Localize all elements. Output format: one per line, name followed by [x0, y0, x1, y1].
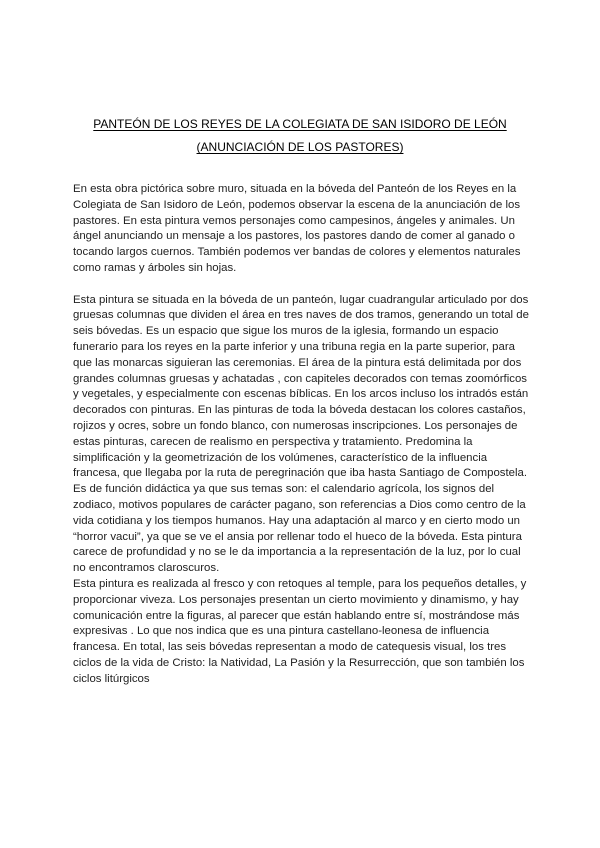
paragraph-1: En esta obra pictórica sobre muro, situada en la bóveda del Panteón de los Reyes en la Colegiata de San Isidoro de León, podemos observar la escena de la anunciación de los pastores. En esta pintura vemos personajes como campesinos, ángeles y animales. Un ángel anunciando un mensaje a los pastores, los pastores dando de comer al ganado o tocando largos cuernos. También podemos ver bandas de colores y elementos naturales como ramas y árboles sin hojas. — [73, 183, 521, 274]
paragraph-3: Esta pintura es realizada al fresco y con retoques al temple, para los pequeños detalles, y proporcionar viveza. Los personajes presentan un cierto movimiento y dinamismo, y hay comunicación entre la figuras, al parecer que están hablando entre sí, mostrándose más expresivas . Lo que nos indica que es una pintura castellano-leonesa de influencia francesa. En total, las seis bóvedas representan a modo de catequesis visual, los tres ciclos de la vida de Cristo: la Natividad, La Pasión y la Resurrección, que son también los ciclos litúrgicos — [73, 577, 527, 685]
document-body — [73, 182, 529, 688]
document-title: PANTEÓN DE LOS REYES DE LA COLEGIATA DE SAN ISIDORO DE LEÓN (ANUNCIACIÓN DE LOS PASTORES) — [93, 117, 507, 154]
paragraph-spacer — [73, 277, 529, 293]
paragraph-2: Esta pintura se situada en la bóveda de un panteón, lugar cuadrangular articulado por dos gruesas columnas que dividen el área en tres naves de dos tramos, generando un total de seis bóvedas. Es un espacio que sigue los muros de la iglesia, formando un espacio funerario para los reyes en la parte inferior y una tribuna regia en la parte superior, para que las monarcas siguieran las ceremonias. El área de la pintura está delimitada por dos grandes columnas gruesas y achatadas , con capiteles decorados con temas zoomórficos y vegetales, y especialmente con escenas bíblicas. En los arcos incluso los intradós están decorados con pinturas. En las pinturas de toda la bóveda destacan los colores castaños, rojizos y ocres, sobre un fondo blanco, con numerosas inscripciones. Los personajes de estas pinturas, carecen de realismo en perspectiva y tratamiento. Predomina la simplificación y la geometrización de los volúmenes, característico de la influencia francesa, que llegaba por la ruta de peregrinación que iba hasta Santiago de Compostela. Es de función didáctica ya que sus temas son: el calendario agrícola, los signos del zodiaco, motivos populares de carácter pagano, son referencias a Dios como centro de la vida cotidiana y los tiempos humanos. Hay una adaptación al marco y en cierto modo un “horror vacui”, ya que se ve el ansia por rellenar todo el hueco de la bóveda. Esta pintura carece de profundidad y no se le da importancia a la representación de la luz, por lo cual no encontramos claroscuros. — [73, 293, 529, 575]
